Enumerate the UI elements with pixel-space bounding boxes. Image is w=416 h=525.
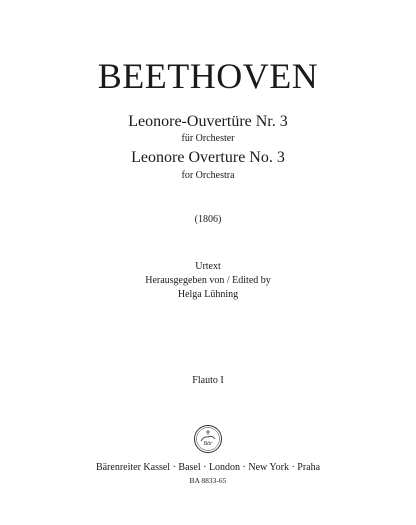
catalog-number: BA 8833-65	[189, 476, 227, 485]
urtext-label: Urtext	[195, 261, 221, 272]
work-title-german: Leonore-Ouvertüre Nr. 3	[128, 113, 288, 130]
composer-name: BEETHOVEN	[97, 56, 319, 96]
work-title-english: Leonore Overture No. 3	[131, 149, 285, 166]
baerenreiter-logo-icon	[193, 424, 223, 454]
work-subtitle-english: for Orchestra	[181, 170, 235, 181]
instrument-part: Flauto I	[192, 375, 224, 386]
work-subtitle-german: für Orchester	[181, 133, 235, 144]
editor-name: Helga Lühning	[177, 289, 239, 300]
composition-year: (1806)	[194, 214, 222, 225]
edited-by-label: Herausgegeben von / Edited by	[145, 275, 271, 286]
logo-text: Bär	[203, 441, 213, 447]
publisher-imprint: Bärenreiter Kassel · Basel · London · New York · Praha	[95, 462, 321, 473]
